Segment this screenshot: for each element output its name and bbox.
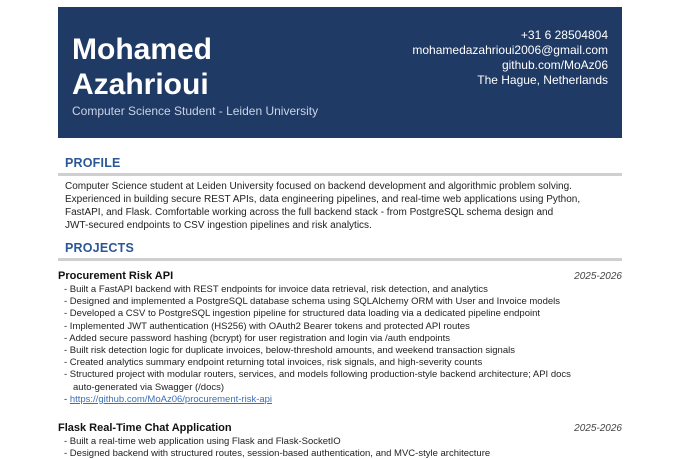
header-subtitle: Computer Science Student - Leiden University [72, 104, 319, 118]
contact-github[interactable]: github.com/MoAz06 [501, 58, 608, 72]
project-bullet: - Structured project with modular routers, services, and models following production-style backend architecture; API docs [64, 369, 571, 381]
name-last: Azahrioui [72, 68, 209, 101]
project-date: 2025-2026 [574, 423, 622, 434]
project-bullet: - Implemented JWT authentication (HS256) with OAuth2 Bearer tokens and protected API routes [64, 320, 470, 332]
profile-line: Experienced in building secure REST APIs, data engineering pipelines, and real-time web applications using Python, [65, 194, 581, 205]
contact-email[interactable]: mohamedazahrioui2006@gmail.com [412, 43, 608, 57]
name-first: Mohamed [72, 33, 213, 66]
projects-heading: PROJECTS [65, 241, 134, 255]
profile-line: JWT-secured endpoints to CSV ingestion pipelines and risk analytics. [65, 220, 372, 231]
project-link-row [64, 394, 620, 406]
project-title: Flask Real-Time Chat Application [58, 422, 232, 434]
profile-text [65, 180, 621, 232]
project-bullet: - Designed and implemented a PostgreSQL database schema using SQLAlchemy ORM with User and Invoice models [64, 296, 561, 308]
contact-location: The Hague, Netherlands [477, 73, 608, 87]
profile-heading: PROFILE [65, 156, 121, 170]
project-bullet: - Designed backend with structured routes, session-based authentication, and MVC-style architecture [64, 448, 491, 459]
project-bullet: - Created analytics summary endpoint returning total invoices, risk signals, and high-severity counts [64, 357, 483, 369]
contact-block [412, 28, 608, 88]
project-bullet: - Added secure password hashing (bcrypt) for user registration and login via /auth endpoints [64, 332, 451, 344]
project-title: Procurement Risk API [58, 270, 174, 282]
project-bullets [64, 436, 620, 459]
resume-header [58, 7, 622, 138]
projects-divider [58, 258, 622, 261]
project-bullet: - Built risk detection logic for duplicate invoices, below-threshold amounts, and weekend transaction signals [64, 345, 515, 357]
profile-line: FastAPI, and Flask. Comfortable working across the full backend stack - from PostgreSQL schema design and [65, 207, 554, 218]
link-prefix: - [64, 393, 70, 405]
contact-phone: +31 6 28504804 [520, 28, 608, 42]
profile-divider [58, 173, 622, 176]
project-bullet: - Developed a CSV to PostgreSQL ingestion pipeline for structured data loading via a dedicated pipeline endpoint [64, 308, 541, 320]
project-bullet: - Built a real-time web application using Flask and Flask-SocketIO [64, 436, 341, 447]
project-bullet-continuation: auto-generated via Swagger (/docs) [73, 381, 225, 393]
profile-line: Computer Science student at Leiden University focused on backend development and algorithmic problem solving. [65, 181, 572, 192]
project-repo-link[interactable]: https://github.com/MoAz06/procurement-risk-api [69, 393, 273, 405]
project-bullet: - Built a FastAPI backend with REST endpoints for invoice data retrieval, risk detection, and analytics [64, 284, 488, 295]
project-bullets [64, 284, 620, 406]
project-date: 2025-2026 [574, 271, 622, 282]
